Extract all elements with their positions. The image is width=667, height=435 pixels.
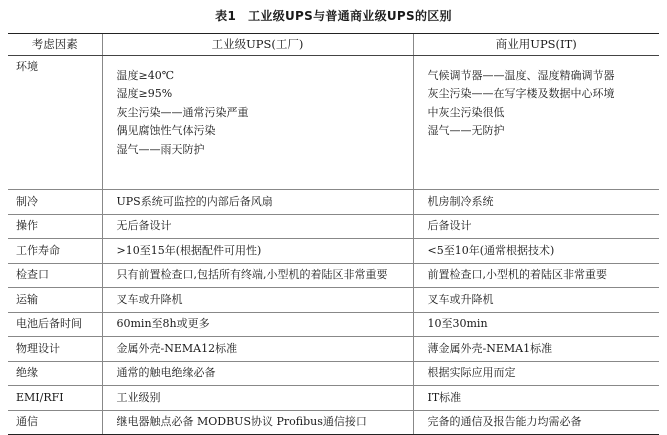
env-commercial-line: 灰尘污染——在写字楼及数据中心环境 bbox=[427, 87, 615, 101]
commercial-cell: 完备的通信及报告能力均需必备 bbox=[413, 410, 659, 435]
factor-cell: 操作 bbox=[8, 214, 102, 239]
commercial-cell: 薄金属外壳-NEMA1标准 bbox=[413, 337, 659, 362]
industrial-cell: 继电器触点必备 MODBUS协议 Profibus通信接口 bbox=[102, 410, 413, 435]
table-caption bbox=[0, 7, 667, 24]
env-industrial-line: 温度≥40℃ bbox=[116, 69, 175, 82]
commercial-cell: 前置检查口,小型机的着陆区非常重要 bbox=[413, 263, 659, 288]
header-row bbox=[8, 34, 659, 56]
table-number: 表1 bbox=[215, 9, 237, 23]
factor-cell: 通信 bbox=[8, 410, 102, 435]
industrial-cell: 只有前置检查口,包括所有终端,小型机的着陆区非常重要 bbox=[102, 263, 413, 288]
table-row bbox=[8, 337, 659, 362]
env-industrial-line: 灰尘污染——通常污染严重 bbox=[116, 105, 249, 119]
commercial-cell: 机房制冷系统 bbox=[413, 190, 659, 215]
industrial-cell: 金属外壳-NEMA12标准 bbox=[102, 337, 413, 362]
industrial-cell: 叉车或升降机 bbox=[102, 288, 413, 313]
table-row bbox=[8, 239, 659, 264]
env-commercial-line: 气候调节器——温度、湿度精确调节器 bbox=[427, 69, 615, 82]
commercial-cell: 后备设计 bbox=[413, 214, 659, 239]
industrial-cell: 60min至8h或更多 bbox=[102, 312, 413, 337]
table-row bbox=[8, 263, 659, 288]
env-commercial-line: 中灰尘污染很低 bbox=[427, 105, 505, 119]
commercial-cell bbox=[413, 56, 659, 190]
table-row bbox=[8, 386, 659, 411]
env-industrial-line: 湿气——雨天防护 bbox=[116, 142, 205, 156]
factor-cell: 检查口 bbox=[8, 263, 102, 288]
factor-cell: 运输 bbox=[8, 288, 102, 313]
header-factor: 考虑因素 bbox=[8, 34, 102, 56]
factor-cell: 工作寿命 bbox=[8, 239, 102, 264]
industrial-cell bbox=[102, 56, 413, 190]
table-row bbox=[8, 288, 659, 313]
factor-cell: 制冷 bbox=[8, 190, 102, 215]
header-commercial: 商业用UPS(IT) bbox=[413, 34, 659, 56]
comparison-table bbox=[8, 33, 659, 435]
table-row bbox=[8, 312, 659, 337]
industrial-cell: 无后备设计 bbox=[102, 214, 413, 239]
header-industrial: 工业级UPS(工厂) bbox=[102, 34, 413, 56]
table-row bbox=[8, 190, 659, 215]
env-industrial-line: 偶见腐蚀性气体污染 bbox=[116, 124, 216, 138]
env-industrial-line: 湿度≥95% bbox=[116, 87, 173, 101]
commercial-cell: IT标准 bbox=[413, 386, 659, 411]
table-title: 工业级UPS与普通商业级UPS的区别 bbox=[248, 9, 452, 23]
industrial-cell: >10至15年(根据配件可用性) bbox=[102, 239, 413, 264]
table-row-environment bbox=[8, 56, 659, 190]
commercial-cell: 根据实际应用而定 bbox=[413, 361, 659, 386]
factor-cell: 绝缘 bbox=[8, 361, 102, 386]
commercial-cell: <5至10年(通常根据技术) bbox=[413, 239, 659, 264]
table-row bbox=[8, 214, 659, 239]
industrial-cell: 工业级别 bbox=[102, 386, 413, 411]
factor-cell: EMI/RFI bbox=[8, 386, 102, 411]
factor-cell: 物理设计 bbox=[8, 337, 102, 362]
factor-cell: 环境 bbox=[8, 56, 102, 190]
table-row bbox=[8, 410, 659, 435]
env-commercial-line: 湿气——无防护 bbox=[427, 124, 505, 138]
industrial-cell: 通常的触电绝缘必备 bbox=[102, 361, 413, 386]
commercial-cell: 叉车或升降机 bbox=[413, 288, 659, 313]
factor-cell: 电池后备时间 bbox=[8, 312, 102, 337]
industrial-cell: UPS系统可监控的内部后备风扇 bbox=[102, 190, 413, 215]
commercial-cell: 10至30min bbox=[413, 312, 659, 337]
table-row bbox=[8, 361, 659, 386]
